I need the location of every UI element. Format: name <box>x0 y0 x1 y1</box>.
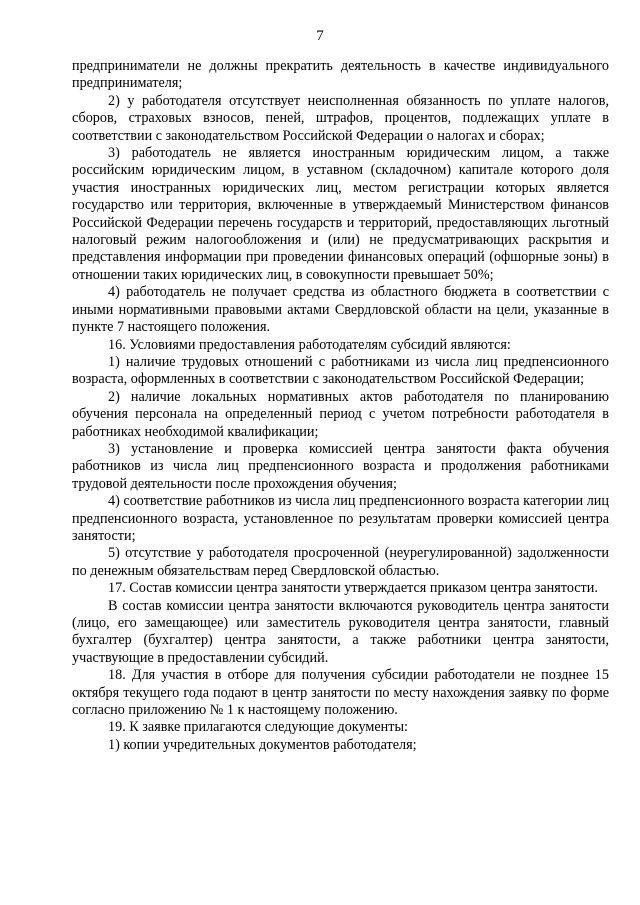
paragraph: 18. Для участия в отборе для получения субсидии работодатели не позднее 15 октября текущего года подают в центр занятости по месту нахождения заявку по форме согласно приложению № 1 к настоящему положению. <box>72 667 609 719</box>
paragraph: 2) наличие локальных нормативных актов работодателя по планированию обучения персонала на определенный период с учетом потребности работодателя в работниках необходимой квалификации; <box>72 388 609 440</box>
paragraph: 1) копии учредительных документов работодателя; <box>108 736 417 753</box>
paragraph: 17. Состав комиссии центра занятости утверждается приказом центра занятости. <box>108 580 598 597</box>
paragraph: 4) соответствие работников из числа лиц предпенсионного возраста категории лиц предпенсионного возраста, установленное по результатам проверки комиссией центра занятости; <box>72 493 609 544</box>
paragraph: 1) наличие трудовых отношений с работниками из числа лиц предпенсионного возраста, оформленных в соответствии с законодательством Российской Федерации; <box>72 353 609 388</box>
paragraph: 2) у работодателя отсутствует неисполненная обязанность по уплате налогов, сборов, страховых взносов, пеней, штрафов, процентов, подлежащих уплате в соответствии с законодательством Российской Федерации о налогах и сборах; <box>72 92 609 144</box>
document-body <box>72 58 609 754</box>
paragraph: 5) отсутствие у работодателя просроченной (неурегулированной) задолженности по денежным обязательствам перед Свердловской областью. <box>72 545 609 579</box>
paragraph: В состав комиссии центра занятости включаются руководитель центра занятости (лицо, его замещающее) или заместитель руководителя центра занятости, главный бухгалтер (бухгалтер) центра занятости, а также работники центра занятости, участвующие в предоставлении субсидий. <box>72 597 609 666</box>
paragraph: 3) установление и проверка комиссией центра занятости факта обучения работников из числа лиц предпенсионного возраста и продолжения работниками трудовой деятельности после прохождения обучения; <box>72 440 609 492</box>
paragraph: предприниматели не должны прекратить деятельность в качестве индивидуального предпринимателя; <box>72 58 609 92</box>
paragraph: 16. Условиями предоставления работодателям субсидий являются: <box>108 336 511 353</box>
paragraph: 19. К заявке прилагаются следующие документы: <box>108 719 408 736</box>
paragraph: 4) работодатель не получает средства из областного бюджета в соответствии с иными нормативными правовыми актами Свердловской области на цели, указанные в пункте 7 настоящего положения. <box>72 284 609 336</box>
paragraph: 3) работодатель не является иностранным юридическим лицом, а также российским юридическим лицом, в уставном (складочном) капитале которого доля участия иностранных юридических лиц, местом регистрации которых является государство или территория, включенные в утверждаемый Министерством финансов Российской Федерации перечень государств и территорий, предоставляющих льготный налоговый режим налогообложения и (или) не предусматривающих раскрытия и представления информации при проведении финансовых операций (офшорные зоны) в отношении таких юридических лиц, в совокупности превышает 50%; <box>72 145 609 283</box>
page-number: 7 <box>316 28 324 44</box>
